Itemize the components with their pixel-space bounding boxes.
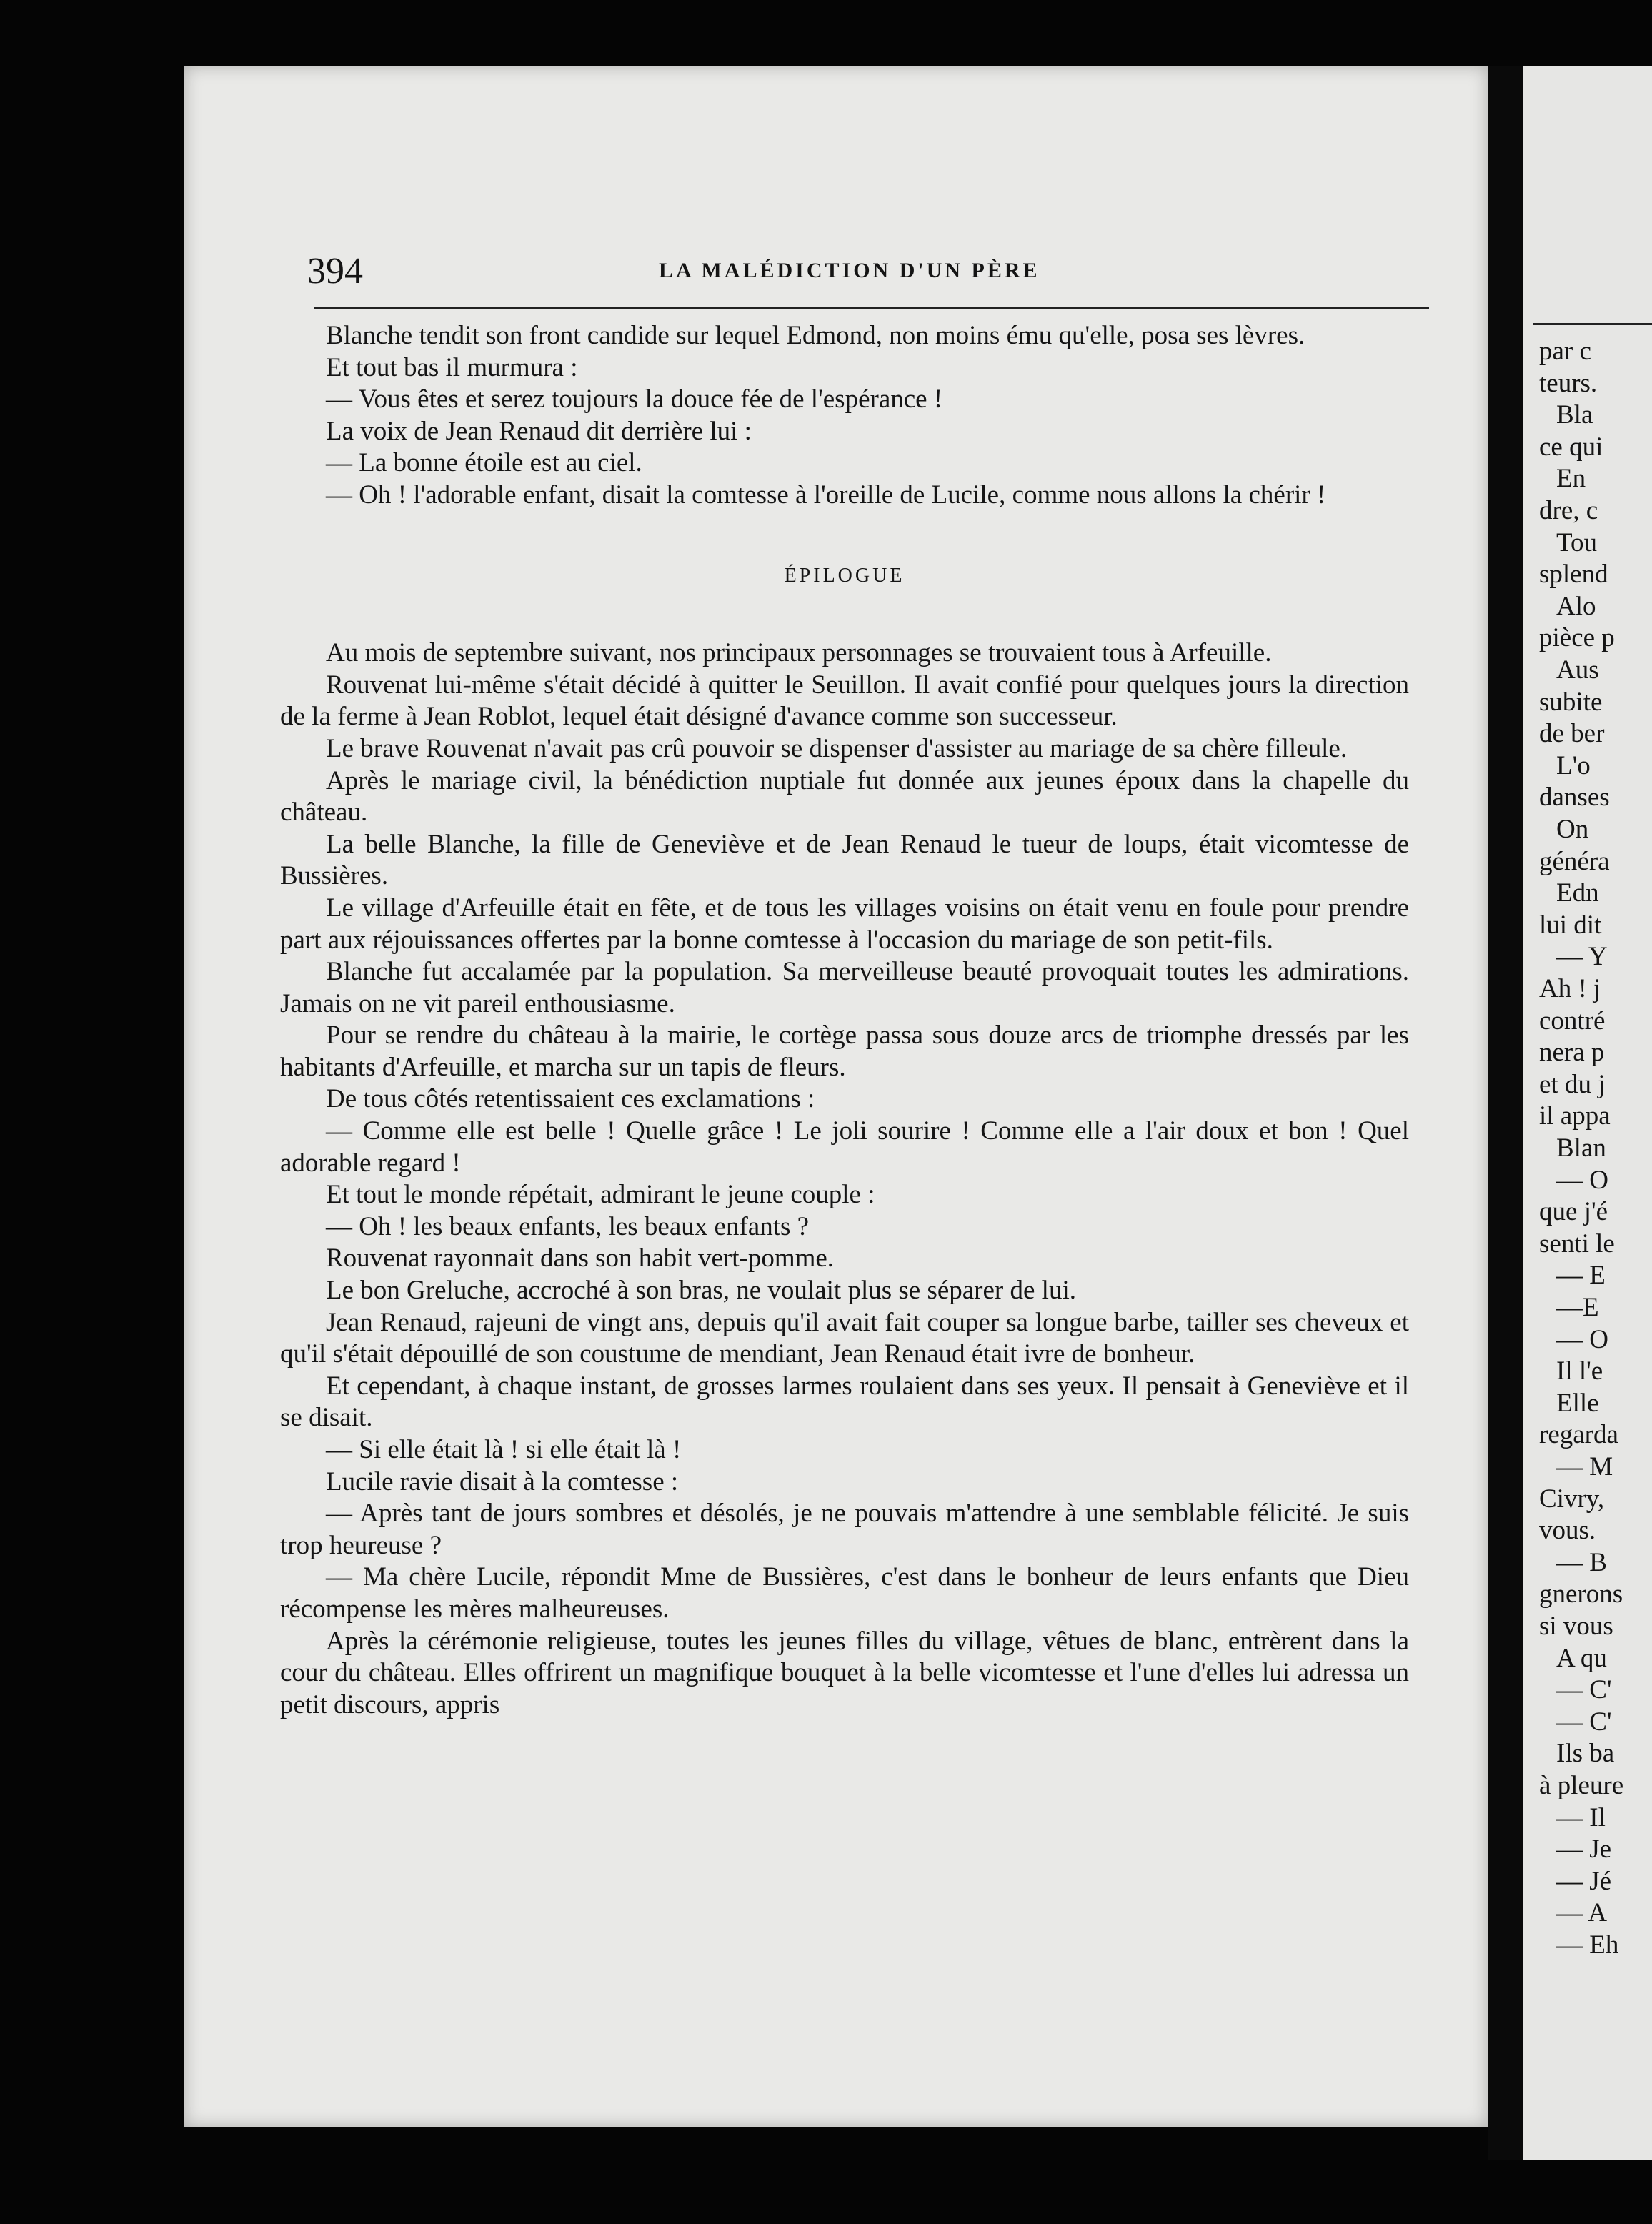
- right-page-line: lui dit: [1539, 910, 1602, 940]
- right-page-header-rule: [1533, 323, 1652, 325]
- paragraph: Rouvenat lui-même s'était décidé à quitter le Seuillon. Il avait confié pour quelques jours la direction de la ferme à Jean Roblot, lequel était désigné d'avance comme son successeur.: [280, 670, 1409, 732]
- paragraph: Jean Renaud, rajeuni de vingt ans, depuis qu'il avait fait couper sa longue barbe, tailler ses cheveux et qu'il s'était dépouillé de son coustume de mendiant, Jean Renaud était ivre de bonheur.: [280, 1307, 1409, 1369]
- paragraph: Après le mariage civil, la bénédiction nuptiale fut donnée aux jeunes époux dans la chapelle du château.: [280, 765, 1409, 828]
- right-page-line: dre, c: [1539, 496, 1598, 525]
- right-page-line: — B: [1556, 1547, 1607, 1577]
- paragraph: — Ma chère Lucile, répondit Mme de Bussières, c'est dans le bonheur de leurs enfants que Dieu récompense les mères malheureuses.: [280, 1562, 1409, 1624]
- paragraph: Lucile ravie disait à la comtesse :: [326, 1466, 679, 1496]
- right-page-line: Civry,: [1539, 1484, 1605, 1514]
- right-page-line: Bla: [1556, 400, 1593, 430]
- right-page-line: gnerons: [1539, 1579, 1623, 1609]
- right-page-line: Ils ba: [1556, 1739, 1615, 1769]
- right-page-line: — O: [1556, 1324, 1608, 1354]
- paragraph: De tous côtés retentissaient ces exclamations :: [326, 1084, 815, 1114]
- right-page-line: Aus: [1556, 655, 1599, 685]
- right-page-line: si vous: [1539, 1612, 1613, 1641]
- right-page-line: — Y: [1556, 942, 1608, 972]
- paragraph: Pour se rendre du château à la mairie, le cortège passa sous douze arcs de triomphe dressés par les habitants d'Arfeuille, et marcha sur un tapis de fleurs.: [280, 1021, 1409, 1082]
- body-text: [280, 320, 1409, 1721]
- paragraph: — Si elle était là ! si elle était là !: [326, 1435, 682, 1464]
- page-number: 394: [307, 251, 363, 292]
- right-page-line: — Il: [1556, 1802, 1606, 1832]
- right-page-line: En: [1556, 464, 1586, 494]
- right-page-line: Ah ! j: [1539, 974, 1601, 1003]
- right-page-line: — Eh: [1556, 1930, 1619, 1960]
- right-page-line: regarda: [1539, 1420, 1618, 1450]
- right-page-line: — C': [1556, 1675, 1612, 1705]
- right-page-line: nera p: [1539, 1038, 1605, 1068]
- paragraph: Au mois de septembre suivant, nos principaux personnages se trouvaient tous à Arfeuille.: [326, 638, 1272, 668]
- right-page-line: senti le: [1539, 1228, 1615, 1259]
- right-page-line: — C': [1556, 1707, 1612, 1737]
- paragraph: Le brave Rouvenat n'avait pas crû pouvoir se dispenser d'assister au mariage de sa chère filleule.: [326, 733, 1348, 763]
- right-page-line: pièce p: [1539, 623, 1615, 653]
- paragraph: — La bonne étoile est au ciel.: [326, 448, 642, 478]
- header-rule: [314, 307, 1429, 309]
- paragraph: — Oh ! les beaux enfants, les beaux enfants ?: [326, 1211, 810, 1241]
- paragraph: — Oh ! l'adorable enfant, disait la comtesse à l'oreille de Lucile, comme nous allons la chérir !: [326, 480, 1326, 510]
- right-page-line: que j'é: [1539, 1197, 1608, 1227]
- paragraph: Après la cérémonie religieuse, toutes les jeunes filles du village, vêtues de blanc, entrèrent dans la cour du château. Elles offrirent un magnifique bouquet à la belle vicomtesse et l'une d'elles lui adressa un petit discours, appris: [280, 1626, 1409, 1719]
- right-page-line: L'o: [1556, 750, 1591, 780]
- paragraph: Le bon Greluche, accroché à son bras, ne voulait plus se séparer de lui.: [326, 1276, 1076, 1306]
- right-page-line: — Jé: [1556, 1866, 1612, 1896]
- right-page-line: vous.: [1539, 1516, 1596, 1546]
- right-page: [1523, 66, 1652, 2160]
- right-page-line: ce qui: [1539, 432, 1603, 462]
- right-page-line: teurs.: [1539, 368, 1598, 398]
- right-page-line: subite: [1539, 687, 1603, 717]
- right-page-line: — A: [1556, 1898, 1607, 1928]
- paragraph: Et tout le monde répétait, admirant le jeune couple :: [326, 1180, 875, 1210]
- paragraph: Blanche tendit son front candide sur lequel Edmond, non moins ému qu'elle, posa ses lèvres.: [326, 321, 1305, 350]
- right-page-line: danses: [1539, 783, 1610, 813]
- right-page-line: par c: [1539, 337, 1591, 366]
- right-page-line: On: [1556, 815, 1589, 844]
- right-page-line: — Je: [1556, 1835, 1612, 1865]
- section-heading: ÉPILOGUE: [784, 564, 905, 587]
- right-page-line: Elle: [1556, 1388, 1599, 1418]
- right-page-line: Alo: [1556, 591, 1596, 621]
- right-page-line: — M: [1556, 1452, 1613, 1481]
- paragraph: — Vous êtes et serez toujours la douce fée de l'espérance !: [326, 384, 943, 414]
- right-page-line: Il l'e: [1556, 1356, 1603, 1386]
- right-page-line: contré: [1539, 1006, 1606, 1036]
- paragraph: Et cependant, à chaque instant, de grosses larmes roulaient dans ses yeux. Il pensait à Geneviève et il se disait.: [280, 1371, 1409, 1433]
- paragraph: Et tout bas il murmura :: [326, 352, 578, 382]
- paragraph: Blanche fut accalamée par la population. Sa merveilleuse beauté provoquait toutes les admirations. Jamais on ne vit pareil enthousiasme.: [280, 957, 1409, 1018]
- right-page-line: de ber: [1539, 719, 1605, 749]
- paragraph: La belle Blanche, la fille de Geneviève et de Jean Renaud le tueur de loups, était vicomtesse de Bussières.: [280, 829, 1409, 891]
- right-page-line: splend: [1539, 560, 1608, 590]
- running-head: [307, 250, 1451, 293]
- paragraph: La voix de Jean Renaud dit derrière lui :: [326, 416, 752, 446]
- right-page-line: A qu: [1556, 1643, 1607, 1673]
- right-page-line: généra: [1539, 846, 1610, 876]
- right-page-line: — O: [1556, 1165, 1608, 1195]
- right-page-line: —E: [1556, 1293, 1599, 1322]
- right-page-line: — E: [1556, 1261, 1606, 1291]
- right-page-line: Tou: [1556, 527, 1598, 557]
- right-page-line: à pleure: [1539, 1771, 1624, 1800]
- right-page-line: Edn: [1556, 878, 1599, 908]
- paragraph: Le village d'Arfeuille était en fête, et de tous les villages voisins on était venu en foule pour prendre part aux réjouissances offertes par la bonne comtesse à l'occasion du mariage de son petit-fils.: [280, 893, 1409, 955]
- paragraph: Rouvenat rayonnait dans son habit vert-pomme.: [326, 1243, 835, 1274]
- running-title: LA MALÉDICTION D'UN PÈRE: [659, 259, 1040, 282]
- right-page-line: Blan: [1556, 1133, 1606, 1163]
- right-page-line: il appa: [1539, 1101, 1611, 1131]
- paragraph: — Après tant de jours sombres et désolés, je ne pouvais m'attendre à une semblable félicité. Je suis trop heureuse ?: [280, 1499, 1409, 1560]
- paragraph: — Comme elle est belle ! Quelle grâce ! Le joli sourire ! Comme elle a l'air doux et bon ! Quel adorable regard !: [280, 1116, 1409, 1178]
- right-page-line: et du j: [1539, 1069, 1606, 1099]
- book-gutter: [1488, 66, 1523, 2160]
